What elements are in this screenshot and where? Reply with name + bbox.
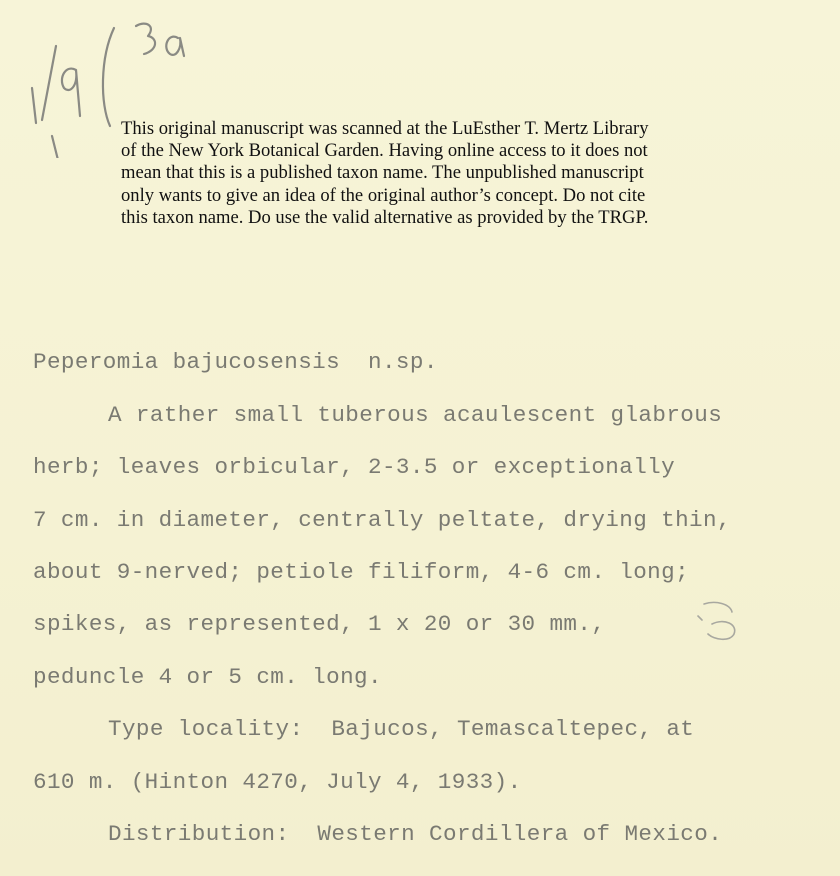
type-locality-line: Type locality: Bajucos, Temascaltepec, at — [108, 716, 695, 742]
disclaimer-line: this taxon name. Do use the valid alternative as provided by the TRGP. — [121, 206, 649, 228]
description-line: 7 cm. in diameter, centrally peltate, drying thin, — [33, 507, 731, 533]
disclaimer-line: This original manuscript was scanned at the LuEsther T. Mertz Library — [121, 118, 649, 139]
description-line: A rather small tuberous acaulescent glabrous — [108, 402, 723, 428]
type-locality-line: 610 m. (Hinton 4270, July 4, 1933). — [33, 769, 522, 795]
species-title: Peperomia bajucosensis n.sp. — [33, 349, 438, 375]
description-line: spikes, as represented, 1 x 20 or 30 mm., — [33, 611, 606, 637]
disclaimer-line: of the New York Botanical Garden. Having online access to it does not — [121, 140, 648, 162]
library-disclaimer — [121, 118, 761, 229]
distribution-line: Distribution: Western Cordillera of Mexico. — [108, 821, 723, 847]
description-line: herb; leaves orbicular, 2-3.5 or exceptionally — [33, 454, 676, 480]
pencil-correction-mark — [690, 598, 750, 648]
disclaimer-line: mean that this is a published taxon name. The unpublished manuscript — [121, 162, 644, 184]
disclaimer-line: only wants to give an idea of the original author’s concept. Do not cite — [121, 184, 646, 206]
description-line: peduncle 4 or 5 cm. long. — [33, 664, 382, 690]
description-line: about 9-nerved; petiole filiform, 4-6 cm. long; — [33, 559, 690, 585]
